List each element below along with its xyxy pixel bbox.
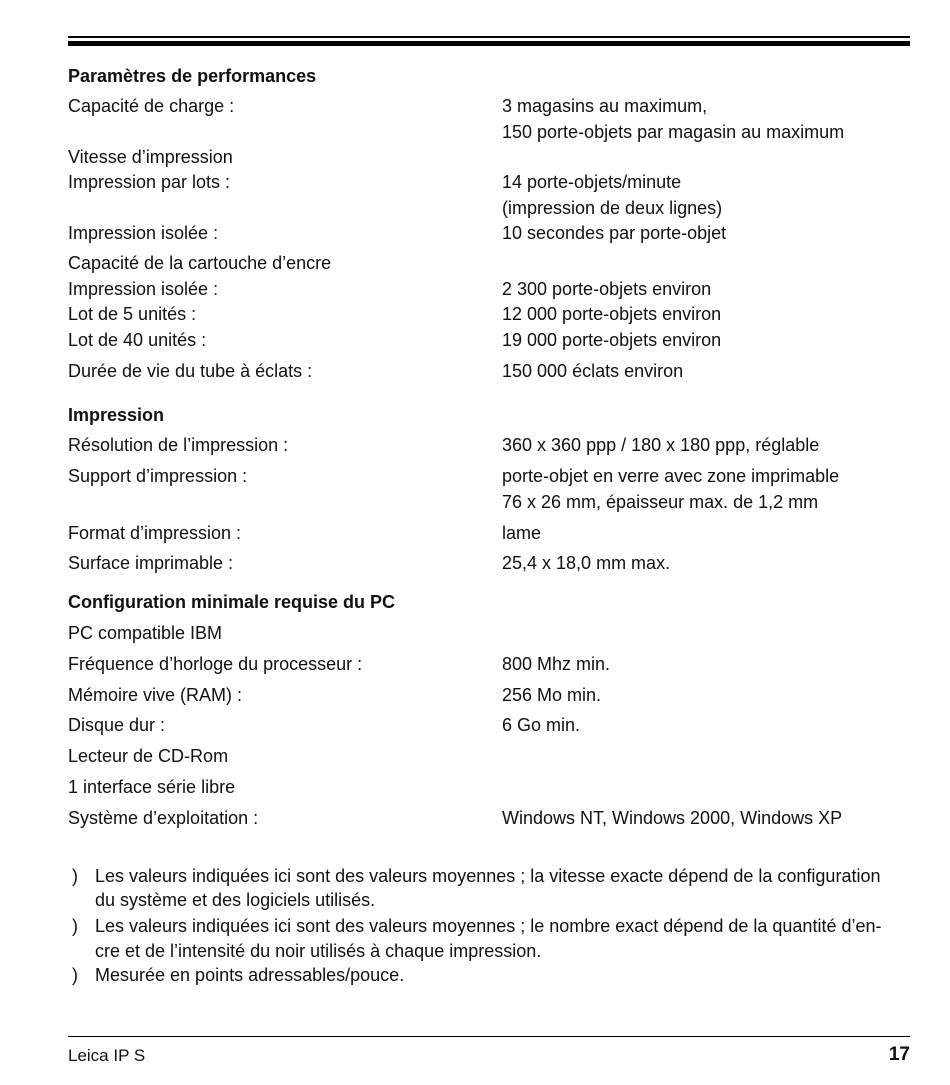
performance-heading: Paramètres de performances bbox=[68, 66, 317, 86]
footnote-3-line-1: Mesurée en points adressables/pouce. bbox=[95, 965, 405, 985]
header-rule-thin bbox=[68, 36, 910, 38]
ink-single-value: 2 300 porte-objets environ bbox=[502, 279, 712, 299]
footnote-marker: ) bbox=[72, 916, 78, 936]
resolution-value: 360 x 360 ppp / 180 x 180 ppp, réglable bbox=[502, 435, 820, 455]
footnote-1-line-2: du système et des logiciels utilisés. bbox=[95, 890, 376, 910]
serial-line: 1 interface série libre bbox=[68, 777, 236, 797]
batch-print-value-2: (impression de deux lignes) bbox=[502, 198, 723, 218]
ram-value: 256 Mo min. bbox=[502, 685, 602, 705]
footnote-1-line-1: Les valeurs indiquées ici sont des valeurs moyennes ; la vitesse exacte dépend de la configuration bbox=[95, 866, 881, 886]
print-speed-label: Vitesse d’impression bbox=[68, 147, 233, 167]
flash-tube-value: 150 000 éclats environ bbox=[502, 361, 684, 381]
footnote-marker: ) bbox=[72, 965, 78, 985]
flash-tube-label: Durée de vie du tube à éclats : bbox=[68, 361, 313, 381]
pc-heading: Configuration minimale requise du PC bbox=[68, 592, 396, 612]
os-label: Système d’exploitation : bbox=[68, 808, 259, 828]
single-print-label: Impression isolée : bbox=[68, 223, 219, 243]
footnote-marker: ) bbox=[72, 866, 78, 886]
footnote-2-line-2: cre et de l’intensité du noir utilisés à chaque impression. bbox=[95, 941, 542, 961]
resolution-label: Résolution de l’impression : bbox=[68, 435, 289, 455]
format-label: Format d’impression : bbox=[68, 523, 242, 543]
cdrom-line: Lecteur de CD-Rom bbox=[68, 746, 229, 766]
ink-lot40-label: Lot de 40 unités : bbox=[68, 330, 207, 350]
pc-ibm-line: PC compatible IBM bbox=[68, 623, 223, 643]
header-rule-thick bbox=[68, 41, 910, 46]
ink-lot5-value: 12 000 porte-objets environ bbox=[502, 304, 722, 324]
ram-label: Mémoire vive (RAM) : bbox=[68, 685, 243, 705]
footer-product-name: Leica IP S bbox=[68, 1046, 146, 1065]
media-label: Support d’impression : bbox=[68, 466, 248, 486]
page-number: 17 bbox=[888, 1044, 910, 1065]
ink-single-label: Impression isolée : bbox=[68, 279, 219, 299]
load-capacity-label: Capacité de charge : bbox=[68, 96, 235, 116]
load-capacity-value-1: 3 magasins au maximum, bbox=[502, 96, 708, 116]
hdd-label: Disque dur : bbox=[68, 715, 166, 735]
surface-label: Surface imprimable : bbox=[68, 553, 234, 573]
footnote-2-line-1: Les valeurs indiquées ici sont des valeurs moyennes ; le nombre exact dépend de la quantité d’en- bbox=[95, 916, 882, 936]
ink-lot40-value: 19 000 porte-objets environ bbox=[502, 330, 722, 350]
hdd-value: 6 Go min. bbox=[502, 715, 581, 735]
batch-print-label: Impression par lots : bbox=[68, 172, 231, 192]
batch-print-value-1: 14 porte-objets/minute bbox=[502, 172, 682, 192]
media-value-2: 76 x 26 mm, épaisseur max. de 1,2 mm bbox=[502, 492, 819, 512]
ink-capacity-label: Capacité de la cartouche d’encre bbox=[68, 253, 332, 273]
cpu-value: 800 Mhz min. bbox=[502, 654, 611, 674]
os-value: Windows NT, Windows 2000, Windows XP bbox=[502, 808, 843, 828]
printing-heading: Impression bbox=[68, 405, 165, 425]
footer-rule bbox=[68, 1036, 910, 1037]
ink-lot5-label: Lot de 5 unités : bbox=[68, 304, 197, 324]
single-print-value: 10 secondes par porte-objet bbox=[502, 223, 727, 243]
cpu-label: Fréquence d’horloge du processeur : bbox=[68, 654, 363, 674]
surface-value: 25,4 x 18,0 mm max. bbox=[502, 553, 671, 573]
format-value: lame bbox=[502, 523, 542, 543]
media-value-1: porte-objet en verre avec zone imprimable bbox=[502, 466, 840, 486]
load-capacity-value-2: 150 porte-objets par magasin au maximum bbox=[502, 122, 845, 142]
